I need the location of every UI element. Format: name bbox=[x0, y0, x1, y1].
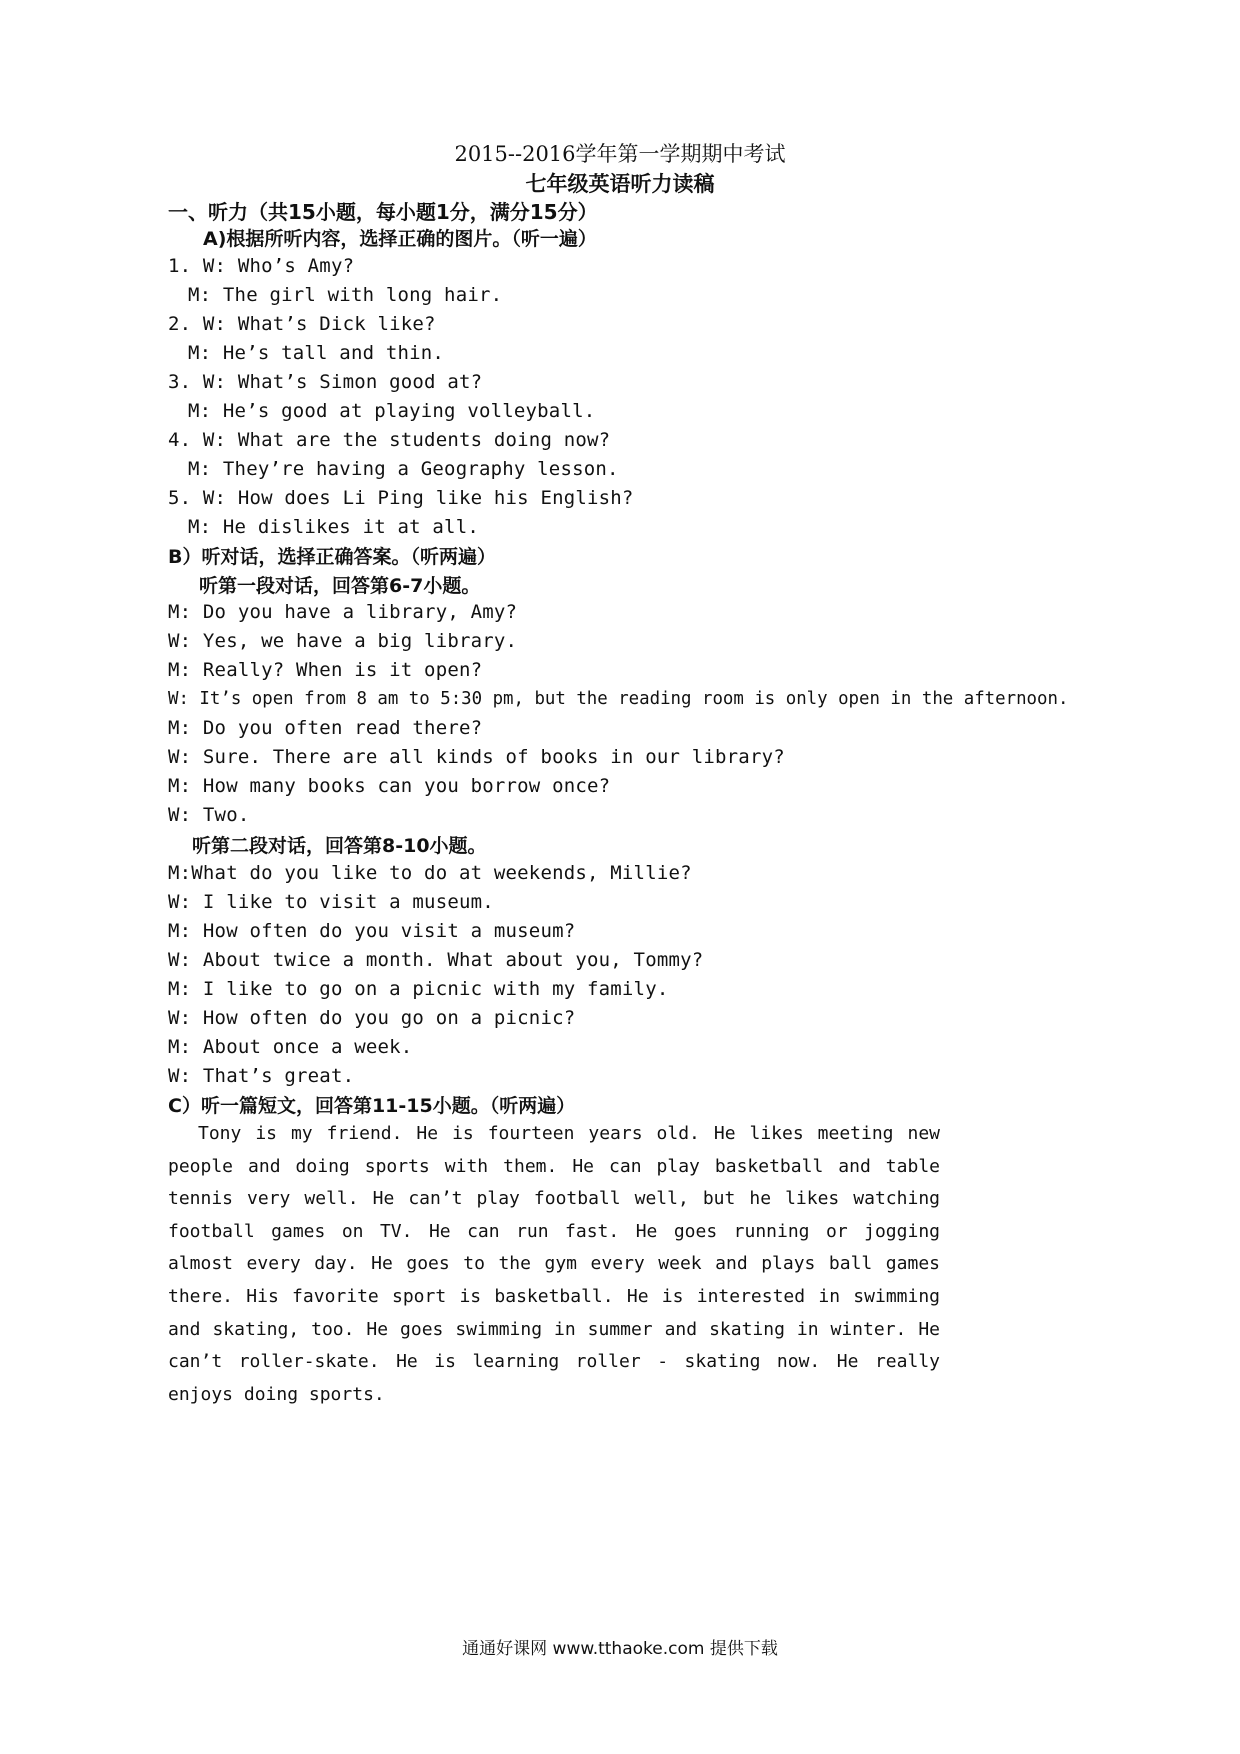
part-a-line: M: They’re having a Geography lesson. bbox=[188, 458, 619, 480]
dialogue-line: M: I like to go on a picnic with my family. bbox=[168, 978, 669, 1000]
part-a-line: 1. W: Who’s Amy? bbox=[168, 255, 355, 277]
dialogue-line: W: About twice a month. What about you, Tommy? bbox=[168, 949, 704, 971]
dialogue-1-heading: 听第一段对话，回答第6-7小题。 bbox=[199, 575, 481, 597]
part-b-heading: B）听对话，选择正确答案。（听两遍） bbox=[168, 546, 496, 568]
document-title: 2015--2016学年第一学期期中考试 bbox=[454, 142, 786, 166]
part-c-heading: C）听一篇短文，回答第11-15小题。（听两遍） bbox=[168, 1095, 576, 1117]
part-a-heading: A)根据所听内容，选择正确的图片。（听一遍） bbox=[203, 228, 597, 250]
dialogue-line: M:What do you like to do at weekends, Millie? bbox=[168, 862, 692, 884]
part-a-line: M: He’s tall and thin. bbox=[188, 342, 445, 364]
footer-source: 通通好课网 www.tthaoke.com 提供下载 bbox=[462, 1639, 778, 1659]
dialogue-line: M: About once a week. bbox=[168, 1036, 413, 1058]
dialogue-line: W: Sure. There are all kinds of books in our library? bbox=[168, 746, 785, 768]
dialogue-line: W: Two. bbox=[168, 804, 250, 826]
part-a-line: M: He’s good at playing volleyball. bbox=[188, 400, 596, 422]
part-a-line: 4. W: What are the students doing now? bbox=[168, 429, 611, 451]
dialogue-line: M: How many books can you borrow once? bbox=[168, 775, 611, 797]
dialogue-line: M: Do you have a library, Amy? bbox=[168, 601, 518, 623]
dialogue-line: W: I like to visit a museum. bbox=[168, 891, 494, 913]
dialogue-line: M: Really? When is it open? bbox=[168, 659, 483, 681]
part-a-line: 3. W: What’s Simon good at? bbox=[168, 371, 483, 393]
dialogue-line: W: That’s great. bbox=[168, 1065, 355, 1087]
section-heading: 一、听力（共15小题，每小题1分，满分15分） bbox=[168, 200, 598, 224]
dialogue-2-heading: 听第二段对话，回答第8-10小题。 bbox=[192, 835, 487, 857]
part-a-line: M: The girl with long hair. bbox=[188, 284, 503, 306]
part-a-line: M: He dislikes it at all. bbox=[188, 516, 479, 538]
document-subtitle: 七年级英语听力读稿 bbox=[525, 171, 715, 196]
dialogue-line: W: How often do you go on a picnic? bbox=[168, 1007, 576, 1029]
part-a-line: 2. W: What’s Dick like? bbox=[168, 313, 436, 335]
listening-passage: Tony is my friend. He is fourteen years old. He likes meeting new people and doing sports with them. He can play basketball and table tennis very well. He can’t play football well, but he likes watching football games on TV. He can run fast. He goes running or jogging almost every day. He goes to the gym every week and plays ball games there. His favorite sport is basketball. He is interested in swimming and skating, too. He goes swimming in summer and skating in winter. He can’t roller-skate. He is learning roller - skating now. He really enjoys doing sports. bbox=[168, 1123, 940, 1405]
dialogue-line: W: Yes, we have a big library. bbox=[168, 630, 518, 652]
dialogue-line: M: Do you often read there? bbox=[168, 717, 483, 739]
dialogue-line: M: How often do you visit a museum? bbox=[168, 920, 576, 942]
dialogue-line: W: It’s open from 8 am to 5:30 pm, but the reading room is only open in the afternoon. bbox=[168, 689, 1069, 709]
part-a-line: 5. W: How does Li Ping like his English? bbox=[168, 487, 634, 509]
